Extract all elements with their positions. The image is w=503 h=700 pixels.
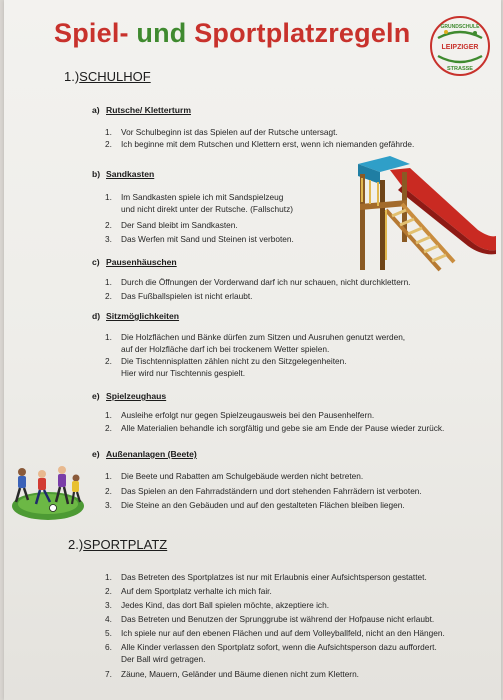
item-number: 1. (105, 471, 112, 481)
item-number: 2. (105, 291, 112, 301)
item-text: Zäune, Mauern, Geländer und Bäume dienen nicht zum Klettern. (121, 669, 359, 679)
section-b-label: Sandkasten (106, 169, 155, 179)
section-c-title (92, 257, 177, 267)
item-number: 2. (105, 423, 112, 433)
item-number: 2. (105, 586, 112, 596)
item-text: Das Betreten des Sportplatzes ist nur mit Erlaubnis einer Aufsichtsperson gestattet. (121, 572, 427, 582)
logo-text-top: GRUNDSCHULE (440, 24, 480, 30)
item-text: Jedes Kind, das dort Ball spielen möchte, akzeptiere ich. (121, 600, 329, 610)
rules-sheet (4, 0, 501, 700)
section-d-letter: d) (92, 311, 101, 321)
item-text: Alle Materialien behandle ich sorgfältig und gebe sie am Ende der Pause wieder zurück. (121, 423, 445, 433)
section-a-label: Rutsche/ Kletterturm (106, 105, 191, 115)
item-text: Die Tischtennisplatten zählen nicht zu den Sitzgelegenheiten. (121, 356, 347, 366)
list-item (105, 627, 445, 639)
section-a-letter: a) (92, 105, 100, 115)
item-text: Ausleihe erfolgt nur gegen Spielzeugausweis bei den Pausenhelfern. (121, 410, 375, 420)
item-number: 1. (105, 127, 112, 137)
school-logo (428, 14, 492, 78)
item-number: 5. (105, 628, 112, 638)
item-text: Ich spiele nur auf den ebenen Flächen und auf dem Volleyballfeld, nicht an den Hängen. (121, 628, 445, 638)
heading-schulhof (64, 69, 151, 84)
item-number: 1. (105, 277, 112, 287)
item-number: 1. (105, 410, 112, 420)
section-f-letter: e) (92, 449, 100, 459)
item-number: 6. (105, 642, 112, 652)
heading-sportplatz-label: SPORTPLATZ (83, 537, 168, 552)
list-item (105, 290, 252, 302)
item-number: 2. (105, 220, 112, 230)
list-item (105, 571, 427, 583)
section-b-letter: b) (92, 169, 101, 179)
list-item (105, 219, 238, 231)
section-e-label: Spielzeughaus (106, 391, 167, 401)
item-number: 2. (105, 139, 112, 149)
item-number: 1. (105, 332, 112, 342)
item-text: Ich beginne mit dem Rutschen und Klettern erst, wenn ich niemanden gefährde. (121, 139, 415, 149)
item-number: 3. (105, 600, 112, 610)
item-text: Durch die Öffnungen der Vorderwand darf ich nur schauen, nicht durchklettern. (121, 277, 411, 287)
list-item (105, 138, 414, 150)
item-number: 1. (105, 192, 112, 202)
item-text-continued: auf der Holzfläche darf ich bei trockenem Wetter spielen. (121, 344, 330, 354)
list-item (105, 355, 347, 379)
item-text: Die Steine an den Gebäuden und auf den gestalteten Flächen bleiben liegen. (121, 500, 405, 510)
title-part-1: Spiel- (54, 18, 129, 48)
item-text: Die Holzflächen und Bänke dürfen zum Sitzen und Ausruhen genutzt werden, (121, 332, 406, 342)
list-item (105, 126, 338, 138)
item-text: Vor Schulbeginn ist das Spielen auf der Rutsche untersagt. (121, 127, 338, 137)
list-item (105, 668, 359, 680)
item-text: Das Betreten und Benutzen der Sprunggrube ist während der Hofpause nicht erlaubt. (121, 614, 435, 624)
item-text: Alle Kinder verlassen den Sportplatz sofort, wenn die Aufsichtsperson dazu auffordert. (121, 642, 437, 652)
item-text-continued: Der Ball wird getragen. (121, 654, 206, 664)
item-number: 4. (105, 614, 112, 624)
section-d-title (92, 311, 179, 321)
item-text: Der Sand bleibt im Sandkasten. (121, 220, 238, 230)
item-text-continued: und nicht direkt unter der Rutsche. (Fallschutz) (121, 204, 294, 214)
item-text: Auf dem Sportplatz verhalte ich mich fair. (121, 586, 272, 596)
heading-schulhof-num: 1.) (64, 69, 80, 84)
list-item (105, 191, 293, 215)
list-item (105, 585, 272, 597)
list-item (105, 470, 363, 482)
logo-text-middle: LEIPZIGER (441, 44, 479, 51)
logo-text-bottom: STRASSE (447, 66, 473, 72)
list-item (105, 641, 437, 665)
list-item (105, 613, 434, 625)
list-item (105, 233, 294, 245)
list-item (105, 276, 411, 288)
heading-schulhof-label: SCHULHOF (79, 69, 151, 84)
item-number: 3. (105, 500, 112, 510)
item-text: Die Beete und Rabatten am Schulgebäude werden nicht betreten. (121, 471, 364, 481)
item-text-continued: Hier wird nur Tischtennis gespielt. (121, 368, 246, 378)
heading-sportplatz-num: 2.) (68, 537, 84, 552)
section-d-label: Sitzmöglichkeiten (106, 311, 180, 321)
soccer-kids-illustration (8, 462, 86, 524)
slide-illustration (350, 150, 496, 272)
list-item (105, 409, 374, 421)
section-c-letter: c) (92, 257, 100, 267)
section-e-letter: e) (92, 391, 100, 401)
list-item (105, 485, 422, 497)
list-item (105, 422, 444, 434)
title-part-3: Sportplatzregeln (194, 18, 411, 48)
item-number: 7. (105, 669, 112, 679)
item-number: 2. (105, 486, 112, 496)
section-b-title (92, 169, 154, 179)
item-text: Das Spielen an den Fahrradständern und dort stehenden Fahrrädern ist verboten. (121, 486, 422, 496)
item-number: 1. (105, 572, 112, 582)
list-item (105, 499, 405, 511)
heading-sportplatz (68, 537, 167, 552)
item-text: Im Sandkasten spiele ich mit Sandspielzeug (121, 192, 284, 202)
item-number: 2. (105, 356, 112, 366)
list-item (105, 331, 405, 355)
item-text: Das Werfen mit Sand und Steinen ist verboten. (121, 234, 294, 244)
page-title (54, 18, 410, 49)
item-text: Das Fußballspielen ist nicht erlaubt. (121, 291, 253, 301)
section-e-title (92, 391, 166, 401)
list-item (105, 599, 329, 611)
item-number: 3. (105, 234, 112, 244)
title-part-2: und (136, 18, 187, 48)
section-f-title (92, 449, 197, 459)
section-f-label: Außenanlagen (Beete) (106, 449, 197, 459)
section-a-title (92, 105, 191, 115)
section-c-label: Pausenhäuschen (106, 257, 177, 267)
